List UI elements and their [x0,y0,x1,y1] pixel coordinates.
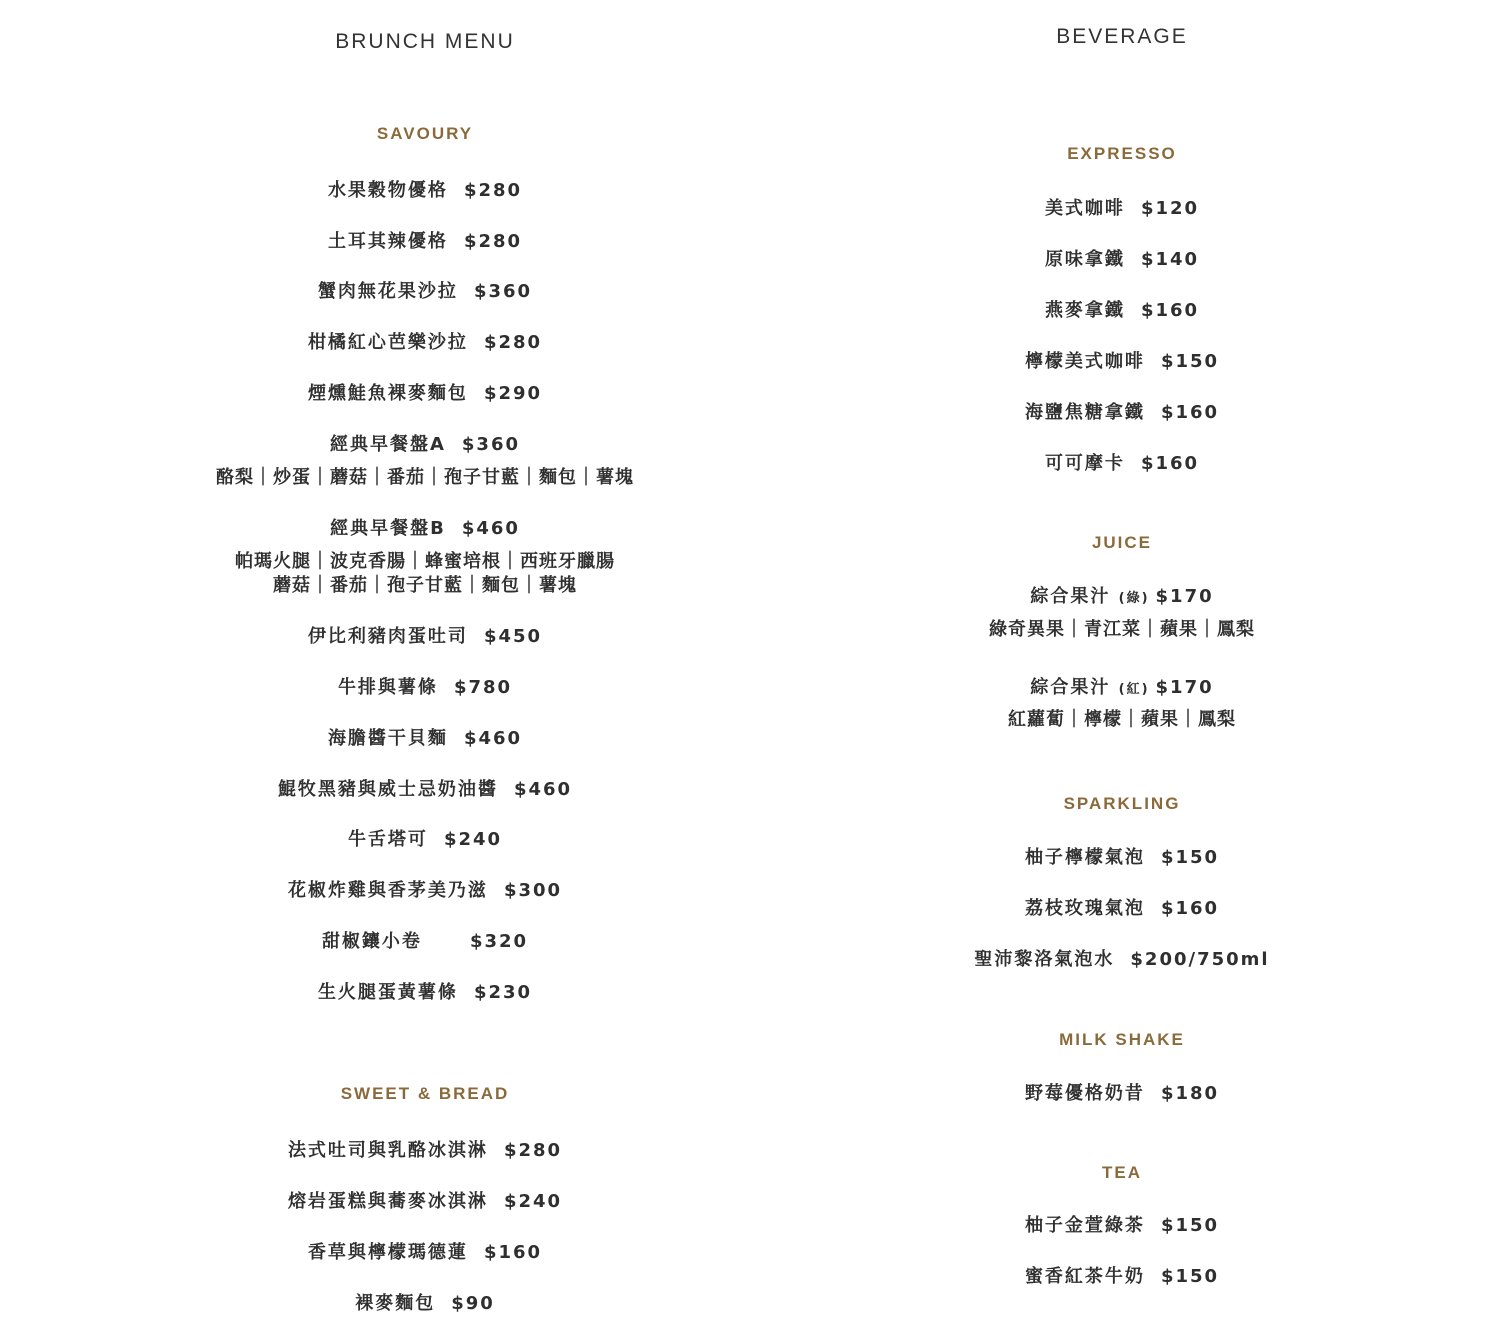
item-price: $120 [1140,198,1200,219]
item-price: $300 [503,880,563,901]
item-price: $360 [473,281,533,302]
menu-item [747,1085,1497,1103]
beverage-column [750,0,1500,1334]
item-price: $780 [453,677,513,698]
item-name: 綜合果汁 [1030,677,1111,698]
item-name: 原味拿鐵 [1044,249,1125,270]
menu-item [747,455,1497,473]
item-price: $280 [483,332,543,353]
item-price: $170 [1155,677,1214,698]
section-heading-milk-shake: MILK SHAKE [1059,1030,1185,1049]
item-price: $180 [1160,1083,1220,1104]
item-price: $90 [451,1293,495,1314]
item-name: 海膽醬干貝麵 [327,728,448,749]
item-name: 柚子金萱綠茶 [1024,1215,1145,1236]
item-name: 海鹽焦糖拿鐵 [1024,402,1145,423]
item-price: $290 [483,383,543,404]
section-heading-savoury: SAVOURY [376,124,474,143]
menu-item [747,353,1497,371]
menu-item [50,283,800,301]
item-description: 綠奇異果｜青江菜｜蘋果｜鳳梨 [989,619,1255,640]
section-heading-sparkling: SPARKLING [1063,794,1181,813]
menu-item [747,404,1497,422]
menu-item [50,1193,800,1211]
item-price: $160 [1160,898,1220,919]
menu-item [50,1142,800,1160]
menu-item [747,1217,1497,1235]
item-price: $150 [1160,847,1220,868]
item-name: 水果穀物優格 [327,180,448,201]
item-name: 甜椒鑲小卷 [321,931,422,952]
item-price: $160 [1160,402,1220,423]
menu-item [50,882,800,900]
menu-item [747,849,1497,867]
item-description: 酪梨｜炒蛋｜蘑菇｜番茄｜孢子甘藍｜麵包｜薯塊 [216,467,634,488]
item-name: 燕麥拿鐵 [1044,300,1125,321]
item-name: 裸麥麵包 [355,1293,436,1314]
item-price: $150 [1160,351,1220,372]
item-name: 經典早餐盤B [330,518,446,539]
item-name: 可可摩卡 [1044,453,1125,474]
item-price: $240 [443,829,503,850]
item-description: 紅蘿蔔｜檸檬｜蘋果｜鳳梨 [1008,709,1236,730]
item-note: (紅) [1118,682,1150,697]
item-name: 荔枝玫瑰氣泡 [1024,898,1145,919]
beverage-title: BEVERAGE [1056,25,1188,48]
item-name: 法式吐司與乳酪冰淇淋 [287,1140,488,1161]
menu-item [747,951,1497,969]
brunch-menu-title: BRUNCH MENU [335,30,515,53]
menu-item [50,436,800,454]
item-note: (綠) [1118,591,1150,606]
menu-item [747,200,1497,218]
item-description: 蘑菇｜番茄｜孢子甘藍｜麵包｜薯塊 [273,575,577,596]
item-price: $360 [461,434,521,455]
menu-item [50,831,800,849]
item-name: 美式咖啡 [1044,198,1125,219]
item-name: 煙燻鮭魚裸麥麵包 [307,383,468,404]
menu-item [50,628,800,646]
item-price: $280 [463,180,523,201]
item-name: 鯤牧黑豬與威士忌奶油醬 [277,779,498,800]
menu-item [50,385,800,403]
item-price: $320 [469,931,529,952]
menu-item [747,302,1497,320]
menu-item [747,251,1497,269]
item-name: 蜜香紅茶牛奶 [1024,1266,1145,1287]
item-price: $160 [1140,453,1200,474]
menu-item [50,730,800,748]
item-name: 香草與檸檬瑪德蓮 [307,1242,468,1263]
section-heading-juice: JUICE [1091,533,1153,552]
item-name: 牛排與薯條 [337,677,438,698]
item-price: $460 [461,518,520,539]
item-name: 檸檬美式咖啡 [1024,351,1145,372]
item-name: 經典早餐盤A [329,434,446,455]
item-price: $230 [473,982,533,1003]
item-name: 熔岩蛋糕與蕎麥冰淇淋 [287,1191,488,1212]
section-heading-expresso: EXPRESSO [1067,144,1177,163]
item-price: $460 [513,779,573,800]
item-price: $150 [1160,1266,1220,1287]
item-name: 柚子檸檬氣泡 [1024,847,1145,868]
item-name: 土耳其辣優格 [327,231,448,252]
item-name: 生火腿蛋黃薯條 [317,982,458,1003]
item-name: 野莓優格奶昔 [1024,1083,1145,1104]
item-name: 伊比利豬肉蛋吐司 [307,626,468,647]
item-name: 柑橘紅心芭樂沙拉 [307,332,468,353]
menu-item [50,679,800,697]
item-price: $240 [503,1191,563,1212]
item-price: $160 [483,1242,543,1263]
item-name: 蟹肉無花果沙拉 [317,281,458,302]
menu-item [50,233,800,251]
item-price: $200/750ml [1130,949,1270,970]
item-price: $150 [1160,1215,1220,1236]
menu-item [747,1268,1497,1286]
item-name: 花椒炸雞與香茅美乃滋 [287,880,488,901]
menu-item [50,1244,800,1262]
item-price: $450 [483,626,543,647]
menu-item [50,933,800,951]
section-heading-tea: TEA [1102,1163,1142,1182]
menu-item [747,679,1497,697]
menu-item [50,1295,800,1313]
menu-item [50,334,800,352]
item-name: 牛舌塔可 [347,829,428,850]
menu-item [50,182,800,200]
menu-item [50,984,800,1002]
item-description: 帕瑪火腿｜波克香腸｜蜂蜜培根｜西班牙臘腸 [235,551,615,572]
item-price: $140 [1140,249,1200,270]
menu-item [747,900,1497,918]
menu-item [50,520,800,538]
menu-item [747,588,1497,606]
item-price: $160 [1140,300,1200,321]
item-name: 綜合果汁 [1030,586,1111,607]
section-heading-sweet-bread: SWEET & BREAD [340,1084,510,1103]
item-price: $280 [463,231,523,252]
item-price: $170 [1155,586,1214,607]
item-price: $460 [463,728,523,749]
item-name: 聖沛黎洛氣泡水 [974,949,1115,970]
menu-item [50,781,800,799]
item-price: $280 [503,1140,563,1161]
